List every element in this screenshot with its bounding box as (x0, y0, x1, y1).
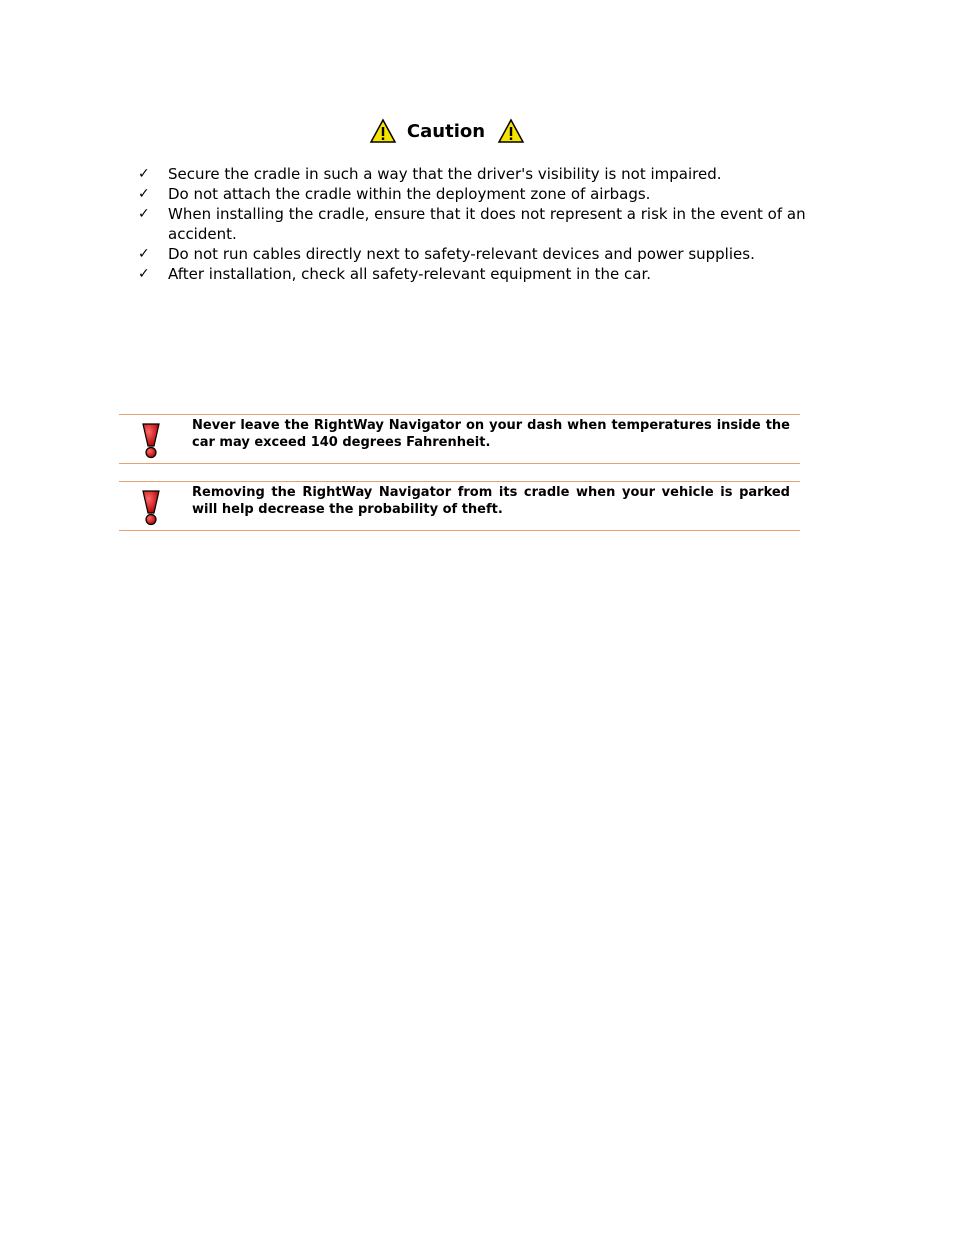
list-item-text: Secure the cradle in such a way that the driver's visibility is not impaired. (168, 165, 722, 183)
caution-heading (0, 118, 954, 144)
list-item-text: Do not attach the cradle within the deployment zone of airbags. (168, 185, 651, 203)
checkmark-icon: ✓ (138, 206, 150, 222)
note-text: Removing the RightWay Navigator from its cradle when your vehicle is parked will help decrease the probability of theft. (192, 485, 790, 517)
exclamation-icon (139, 488, 163, 526)
checkmark-icon: ✓ (138, 246, 150, 262)
list-item (138, 204, 838, 244)
note-text: Never leave the RightWay Navigator on your dash when temperatures inside the car may exceed 140 degrees Fahrenheit. (192, 418, 790, 450)
exclamation-icon (139, 421, 163, 459)
caution-title: Caution (406, 120, 486, 142)
caution-list (138, 164, 838, 284)
note-box (119, 481, 800, 531)
list-item (138, 184, 838, 204)
checkmark-icon: ✓ (138, 266, 150, 282)
warning-triangle-icon (497, 118, 525, 144)
list-item (138, 264, 838, 284)
warning-triangle-icon (369, 118, 397, 144)
list-item-text: When installing the cradle, ensure that it does not represent a risk in the event of an accident. (168, 205, 806, 243)
list-item (138, 164, 838, 184)
list-item-text: Do not run cables directly next to safety-relevant devices and power supplies. (168, 245, 755, 263)
list-item (138, 244, 838, 264)
checkmark-icon: ✓ (138, 186, 150, 202)
checkmark-icon: ✓ (138, 166, 150, 182)
note-box (119, 414, 800, 464)
list-item-text: After installation, check all safety-relevant equipment in the car. (168, 265, 652, 283)
